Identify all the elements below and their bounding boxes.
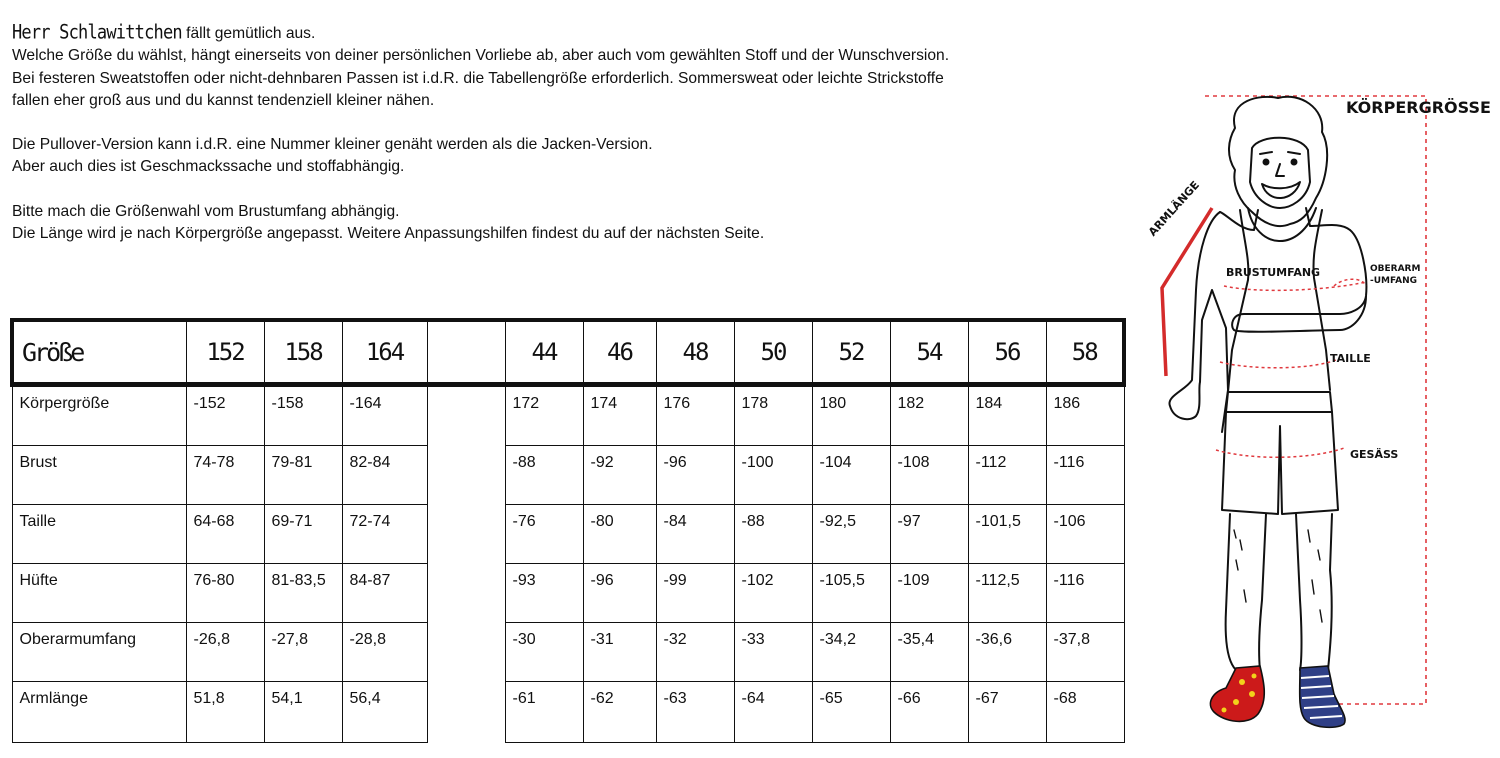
measurement-cell: -27,8 [264,623,342,682]
intro-line-1 [12,22,1092,45]
measurement-cell: 174 [583,385,656,446]
size-header-label: Größe [12,320,186,385]
measurement-cell: -96 [656,446,734,505]
measurement-cell: 84-87 [342,564,427,623]
leg-hair [1234,530,1322,622]
measurement-cell: -116 [1046,564,1124,623]
measurement-cell: -67 [968,682,1046,743]
measurement-cell: -104 [812,446,890,505]
measurement-cell: 54,1 [264,682,342,743]
measurement-cell: -84 [656,505,734,564]
measurement-cell: -92,5 [812,505,890,564]
label-umfang: -UMFANG [1370,276,1417,286]
label-gesaess: GESÄSS [1350,448,1399,461]
left-leg [1226,514,1266,670]
measurement-cell: 186 [1046,385,1124,446]
spacer-cell [427,564,505,623]
table-row [12,564,1124,623]
size-table [10,318,1126,743]
measurement-cell: -152 [186,385,264,446]
measurement-cell: -92 [583,446,656,505]
measurement-cell: -112,5 [968,564,1046,623]
measurement-cell: -96 [583,564,656,623]
row-label: Körpergröße [12,385,186,446]
intro-line-5: Die Pullover-Version kann i.d.R. eine Nummer kleiner genäht werden als die Jacken-Version. [12,136,653,154]
left-arm-torso [1169,212,1228,432]
measurement-cell: -106 [1046,505,1124,564]
measurement-cell: -34,2 [812,623,890,682]
measurement-cell: 182 [890,385,968,446]
label-koerpergroesse: KÖRPERGRÖSSE [1346,98,1491,117]
measurement-cell: -88 [505,446,583,505]
left-eye [1264,160,1269,165]
measurement-cell: -35,4 [890,623,968,682]
measurement-cell: 81-83,5 [264,564,342,623]
measurement-cell: 79-81 [264,446,342,505]
measurement-cell: 180 [812,385,890,446]
measurement-cell: -68 [1046,682,1124,743]
intro-line-1-rest: fällt gemütlich aus. [181,25,316,42]
measurement-cell: -99 [656,564,734,623]
measurement-cell: 72-74 [342,505,427,564]
eyebrows [1260,152,1300,154]
size-header-cell: 152 [186,320,264,385]
measurement-cell: -63 [656,682,734,743]
row-label: Brust [12,446,186,505]
measurement-cell: 74-78 [186,446,264,505]
intro-line-3: Bei festeren Sweatstoffen oder nicht-dehnbaren Passen ist i.d.R. die Tabellengröße erforderlich. Sommersweat oder leichte Strickstoffe [12,69,944,87]
measurement-cell: -164 [342,385,427,446]
size-header-cell: 46 [583,320,656,385]
taille-line [1220,360,1336,368]
shorts [1222,412,1338,514]
measurement-cell: -64 [734,682,812,743]
waistband [1226,392,1332,412]
measurement-cell: 51,8 [186,682,264,743]
intro-line-8: Die Länge wird je nach Körpergröße angepasst. Weitere Anpassungshilfen findest du auf der nächsten Seite. [12,225,765,243]
size-header-row [12,320,1124,385]
row-label: Taille [12,505,186,564]
measurement-cell: -33 [734,623,812,682]
measurement-cell: -102 [734,564,812,623]
measurement-cell: -65 [812,682,890,743]
measurement-cell: -109 [890,564,968,623]
size-header-cell: 56 [968,320,1046,385]
nose [1276,164,1284,176]
spacer-cell [427,682,505,743]
measurement-cell: 172 [505,385,583,446]
right-shoulder [1306,208,1350,230]
spacer-cell [427,385,505,446]
label-oberarm: OBERARM [1370,264,1421,274]
size-header-cell: 48 [656,320,734,385]
measurement-cell: 64-68 [186,505,264,564]
measurement-cell: -93 [505,564,583,623]
size-header-cell: 50 [734,320,812,385]
right-eye [1292,160,1297,165]
armlaenge-line [1162,208,1212,376]
left-sock [1210,666,1264,721]
measurement-cell: 176 [656,385,734,446]
size-header-cell: 54 [890,320,968,385]
measurement-cell: -116 [1046,446,1124,505]
measurement-cell: -101,5 [968,505,1046,564]
measurement-cell: 69-71 [264,505,342,564]
measurement-cell: 56,4 [342,682,427,743]
measurement-cell: -97 [890,505,968,564]
measurement-cell: -37,8 [1046,623,1124,682]
size-header-cell: 164 [342,320,427,385]
intro-line-7: Bitte mach die Größenwahl vom Brustumfang abhängig. [12,202,400,220]
measurement-cell: -61 [505,682,583,743]
body-measurement-figure [1140,90,1500,750]
row-label: Oberarmumfang [12,623,186,682]
table-row [12,682,1124,743]
label-armlaenge: ARMLÄNGE [1146,178,1202,239]
row-label: Armlänge [12,682,186,743]
measurement-cell: -88 [734,505,812,564]
table-row [12,505,1124,564]
measurement-cell: -36,6 [968,623,1046,682]
measurement-cell: -31 [583,623,656,682]
measurement-cell: -158 [264,385,342,446]
size-header-cell: 44 [505,320,583,385]
measurement-cell: -100 [734,446,812,505]
head-hair [1229,97,1327,226]
measurement-cell: 82-84 [342,446,427,505]
label-brustumfang: BRUSTUMFANG [1226,266,1321,279]
table-row [12,623,1124,682]
measurement-cell: -30 [505,623,583,682]
row-label: Hüfte [12,564,186,623]
intro-line-6: Aber auch dies ist Geschmackssache und stoffabhängig. [12,158,405,176]
measurement-cell: -66 [890,682,968,743]
measurement-cell: 76-80 [186,564,264,623]
spacer-cell [427,505,505,564]
measurement-cell: -80 [583,505,656,564]
measurement-cell: -62 [583,682,656,743]
measurement-cell: -28,8 [342,623,427,682]
measurement-cell: -112 [968,446,1046,505]
intro-line-4: fallen eher groß aus und du kannst tendenziell kleiner nähen. [12,91,435,109]
measurement-cell: -108 [890,446,968,505]
intro-line-2: Welche Größe du wählst, hängt einerseits von deiner persönlichen Vorliebe ab, aber auch vom gewählten Stoff und der Wunschversion. [12,47,950,65]
measurement-cell: -76 [505,505,583,564]
size-header-spacer [427,320,505,385]
beard [1262,182,1300,198]
size-header-cell: 52 [812,320,890,385]
table-row [12,446,1124,505]
measurement-cell: 184 [968,385,1046,446]
spacer-cell [427,623,505,682]
measurement-cell: -26,8 [186,623,264,682]
koerpergroesse-line [1205,96,1426,704]
table-row [12,385,1124,446]
measurement-cell: -32 [656,623,734,682]
size-header-cell: 158 [264,320,342,385]
measurement-cell: -105,5 [812,564,890,623]
measurement-cell: 178 [734,385,812,446]
intro-text [12,22,1092,245]
right-arm-bent [1232,230,1366,332]
spacer-cell [427,446,505,505]
label-taille: TAILLE [1330,352,1371,365]
size-header-cell: 58 [1046,320,1124,385]
brand-name: Herr Schlawittchen [12,21,182,45]
